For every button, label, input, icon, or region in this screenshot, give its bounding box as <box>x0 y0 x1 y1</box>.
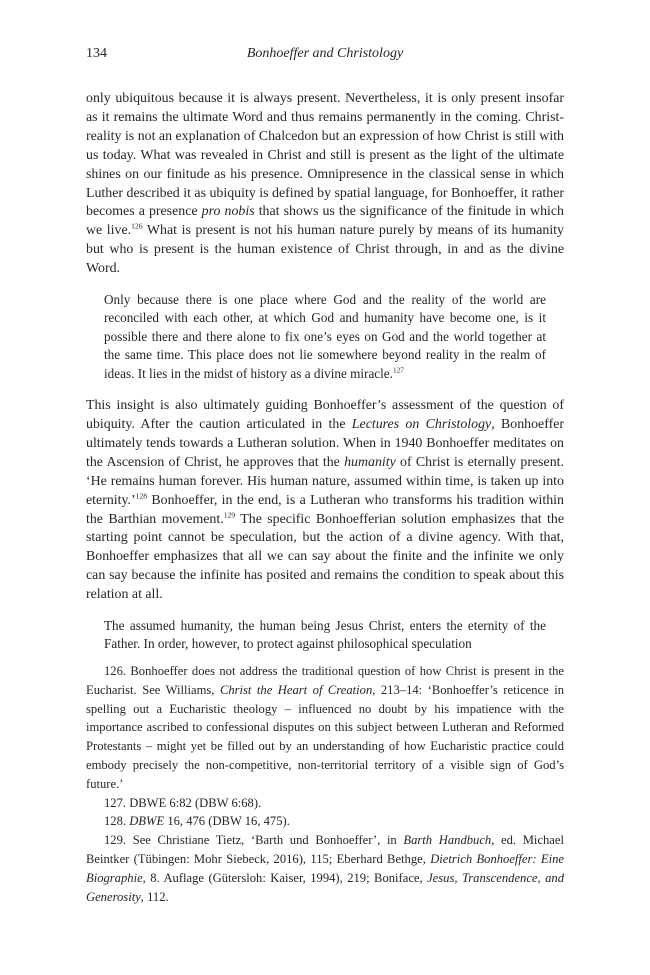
text-run: 128. <box>104 814 130 829</box>
block-quote-1 <box>104 291 546 383</box>
text-run: , 8. Auflage (Gütersloh: Kaiser, 1994), 219; Boniface, <box>142 870 428 885</box>
text-run: 16, 476 (DBW 16, 475). <box>164 814 290 829</box>
text-run: , Bonhoeffer ultimately tends towards a Lutheran solution. When in 1940 Bonhoeffer meditates on the Ascension of Christ, he approves that the <box>86 417 564 470</box>
italic-text: Lectures on Christology <box>351 417 492 432</box>
block-quote-2 <box>104 617 546 654</box>
text-run: 129. See Christiane Tietz, ‘Barth und Bonhoeffer’, in <box>104 833 404 848</box>
text-run: The specific Bonhoefferian solution emphasizes that the starting point cannot be speculation, but the action of a divine agency. With that, Bonhoeffer emphasizes that all we can say about the finite and the infinite we only can say because the infinite has posited and remains the condition to speak about this relation at all. <box>86 511 564 603</box>
footnote-128 <box>86 812 564 831</box>
text-run: of Christ is eternally present. ‘He remains human forever. His human nature, assumed within time, is taken up into eternity.’ <box>86 454 564 508</box>
italic-text: humanity <box>344 454 396 470</box>
italic-text: Barth Handbuch <box>403 833 492 848</box>
paragraph-1 <box>86 90 564 279</box>
italic-text: pro nobis <box>201 204 255 220</box>
italic-text: DBWE <box>129 814 165 829</box>
footnote-ref-129[interactable]: 129 <box>223 509 236 519</box>
italic-text: Christ the Heart of Creation <box>219 682 373 697</box>
paragraph-2 <box>86 397 564 605</box>
footnote-ref-126[interactable]: 126 <box>131 221 143 231</box>
footnote-ref-127[interactable]: 127 <box>392 366 404 375</box>
text-run: This insight is also ultimately guiding Bonhoeffer’s assessment of the question of ubiquity. After the caution articulated in the <box>86 398 564 432</box>
running-title: Bonhoeffer and Christology <box>246 46 404 61</box>
text-run: , 112. <box>140 889 169 904</box>
page-header <box>86 46 564 66</box>
page-number: 134 <box>86 46 107 61</box>
text-run: that shows us the significance of the finitude in which we live. <box>86 204 565 239</box>
quote-text: Only because there is one place where God and the reality of the world are reconciled with each other, at which God and humanity have become one, is it possible there and there alone to fix one’s eyes on God and the world together at the same time. This place does not lie somewhere beyond reality in the realm of ideas. It lies in the midst of history as a divine miracle. <box>104 292 546 381</box>
italic-text: Dietrich Bonhoeffer: Eine Biographie <box>86 851 564 885</box>
footnotes <box>86 662 564 906</box>
italic-text: Jesus, Transcendence, and Generosity <box>86 870 564 904</box>
footnote-129 <box>86 831 564 906</box>
text-run: only ubiquitous because it is always present. Nevertheless, it is only present insofar as it remains the ultimate Word and thus remains permanently in the coming. Christ-reality is not an explanation of Chalcedon but an expression of how Christ is still with us today. What was revealed in Christ and still is present as the light of the ultimate shines on our finitude as his presence. Omnipresence in the classical sense in which Luther described it as ubiquity is defined by spatial language, for Bonhoeffer, it rather becomes a presence <box>86 91 564 220</box>
footnote-126 <box>86 662 564 794</box>
text-run: , ed. Michael Beintker (Tübingen: Mohr Siebeck, 2016), 115; Eberhard Bethge, <box>86 833 564 866</box>
text-run: 126. Bonhoeffer does not address the traditional question of how Christ is present in the Eucharist. See Williams, <box>86 664 564 697</box>
text-run: Bonhoeffer, in the end, is a Lutheran who transforms his tradition within the Barthian movement. <box>86 492 564 527</box>
text-run: What is present is not his human nature purely by means of its humanity but who is present is the human existence of Christ through, in and as the divine Word. <box>86 223 564 277</box>
text-run: , 213–14: ‘Bonhoeffer’s reticence in spelling out a Eucharistic theology – influenced no doubt by his impatience with the importance ascribed to confessional disputes on this subject between Lutheran and Reformed Protestants – might yet be filled out by an understanding of how Eucharistic practice could embody precisely the non-competitive, non-territorial territory of a visible sign of God’s future.’ <box>86 682 565 791</box>
footnote-ref-128[interactable]: 128 <box>135 491 148 500</box>
quote-text: The assumed humanity, the human being Jesus Christ, enters the eternity of the Father. In order, however, to protect against philosophical speculation <box>104 618 546 652</box>
footnote-127: 127. DBWE 6:82 (DBW 6:68). <box>104 795 262 810</box>
main-text <box>86 90 564 654</box>
